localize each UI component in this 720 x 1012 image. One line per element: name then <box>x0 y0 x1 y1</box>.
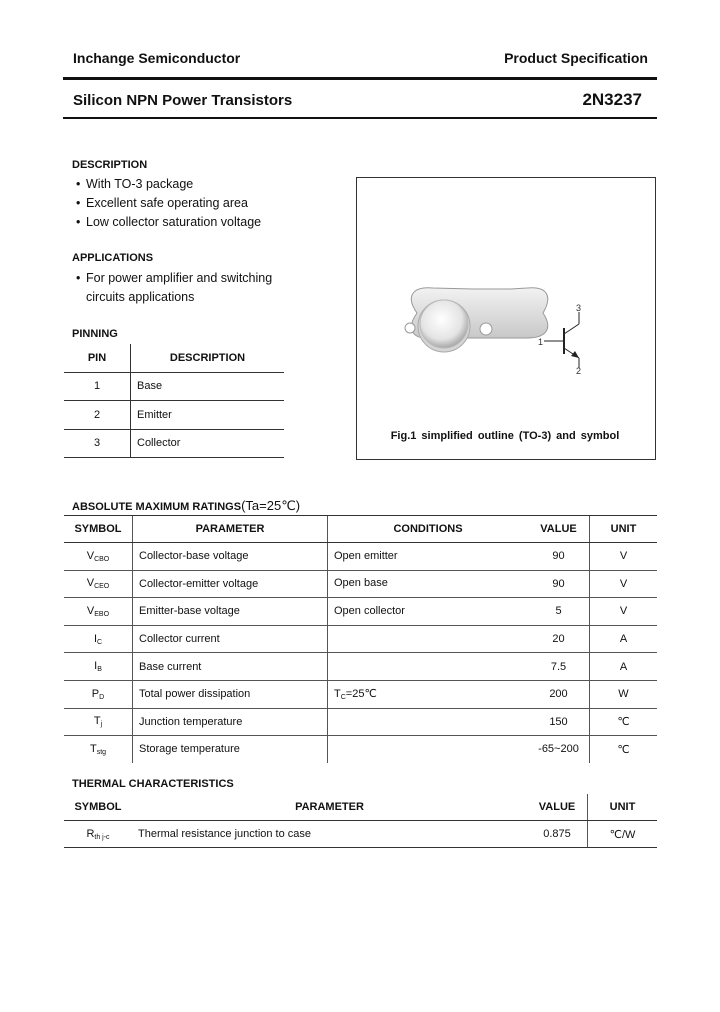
table-row <box>64 708 657 736</box>
value-cell: 20 <box>528 625 590 653</box>
unit-cell: A <box>590 653 658 681</box>
list-item: • Low collector saturation voltage <box>76 215 262 229</box>
unit-cell: V <box>590 543 658 571</box>
figure-drawing <box>357 178 655 459</box>
table-row: 1 Base <box>64 372 284 401</box>
thermal-heading: THERMAL CHARACTERISTICS <box>72 778 234 790</box>
pinning-table <box>64 344 284 458</box>
symbol-cell: $P_D$ <box>64 680 133 708</box>
parameter-cell: Collector current <box>133 625 328 653</box>
list-item: • Excellent safe operating area <box>76 196 248 210</box>
value-cell: 7.5 <box>528 653 590 681</box>
applications-heading: APPLICATIONS <box>72 252 154 264</box>
to3-package-image <box>405 288 548 352</box>
parameter-cell: Collector-emitter voltage <box>133 570 328 598</box>
parameter-cell: Emitter-base voltage <box>133 598 328 626</box>
pin-col-header: PIN <box>64 344 131 372</box>
figure-caption: Fig.1 simplified outline (TO-3) and symbol <box>390 430 620 442</box>
table-row: 2 Emitter <box>64 401 284 430</box>
pinning-heading: PINNING <box>72 328 118 340</box>
abs-max-heading: ABSOLUTE MAXIMUM RATINGS(Ta=25℃) <box>72 498 301 513</box>
table-row <box>64 543 657 571</box>
symbol-cell: $I_C$ <box>64 625 133 653</box>
value-cell: 90 <box>528 570 590 598</box>
value-cell: -65~200 <box>538 743 579 756</box>
table-row <box>64 653 657 681</box>
list-item: circuits applications <box>86 290 195 304</box>
symbol-cell: $T_j$ <box>64 708 133 736</box>
value-cell: 150 <box>528 708 590 736</box>
symbol-cell: $V_{CBO}$ <box>64 543 133 571</box>
header-rule-bottom <box>63 117 657 119</box>
conditions-cell: $T_C=25℃$ <box>328 680 529 708</box>
table-row: $R_{th j-c}$ Thermal resistance junction to case 0.875 ℃/W <box>64 821 657 848</box>
value-cell: 200 <box>528 680 590 708</box>
applications-list <box>76 269 272 307</box>
unit-cell: A <box>590 625 658 653</box>
list-item: • For power amplifier and switching <box>76 271 273 285</box>
description-list <box>76 175 261 232</box>
desc-col-header: DESCRIPTION <box>131 344 285 372</box>
table-header-row: SYMBOL PARAMETER CONDITIONS VALUE UNIT <box>64 516 657 543</box>
table-row <box>64 625 657 653</box>
unit-cell: ℃ <box>590 708 658 736</box>
doc-type: Product Specification <box>504 50 648 66</box>
pin-label-1: 1 <box>538 337 544 347</box>
pin-label-2: 2 <box>576 366 582 376</box>
pin-label-3: 3 <box>576 303 582 313</box>
conditions-cell: Open collector <box>328 598 529 626</box>
conditions-cell <box>328 708 529 736</box>
table-row <box>64 680 657 708</box>
table-row: 3 Collector <box>64 429 284 458</box>
unit-cell: V <box>590 598 658 626</box>
unit-cell: V <box>590 570 658 598</box>
company-name: Inchange Semiconductor <box>73 50 241 66</box>
parameter-cell: Total power dissipation <box>133 680 328 708</box>
header-rule-top <box>63 77 657 80</box>
symbol-cell: $I_B$ <box>64 653 133 681</box>
table-header-row <box>64 344 284 372</box>
table-row <box>64 570 657 598</box>
symbol-cell: $V_{CEO}$ <box>64 570 133 598</box>
parameter-cell: Storage temperature <box>133 736 328 763</box>
symbol-cell: $T_{stg}$ <box>89 742 107 756</box>
parameter-cell: Base current <box>133 653 328 681</box>
table-header-row: SYMBOL PARAMETER VALUE UNIT <box>64 794 657 821</box>
table-row <box>64 736 657 763</box>
conditions-cell <box>328 625 529 653</box>
symbol-cell: $R_{th j-c}$ <box>64 821 132 848</box>
unit-cell: W <box>590 680 658 708</box>
figure-box <box>356 177 656 460</box>
description-heading: DESCRIPTION <box>72 159 148 171</box>
part-number: 2N3237 <box>582 90 642 109</box>
symbol-cell: $V_{EBO}$ <box>64 598 133 626</box>
thermal-table <box>64 794 657 848</box>
conditions-cell <box>328 653 529 681</box>
conditions-cell: Open emitter <box>328 543 529 571</box>
product-line: Silicon NPN Power Transistors <box>73 92 293 109</box>
table-row <box>64 598 657 626</box>
parameter-cell: Collector-base voltage <box>133 543 328 571</box>
npn-transistor-symbol <box>544 312 579 368</box>
value-cell: 90 <box>528 543 590 571</box>
conditions-cell <box>328 736 529 763</box>
abs-max-table <box>64 515 657 763</box>
unit-cell: ℃ <box>590 736 658 763</box>
list-item: • With TO-3 package <box>76 177 194 191</box>
conditions-cell: Open base <box>328 570 529 598</box>
value-cell: 5 <box>528 598 590 626</box>
parameter-cell: Junction temperature <box>133 708 328 736</box>
